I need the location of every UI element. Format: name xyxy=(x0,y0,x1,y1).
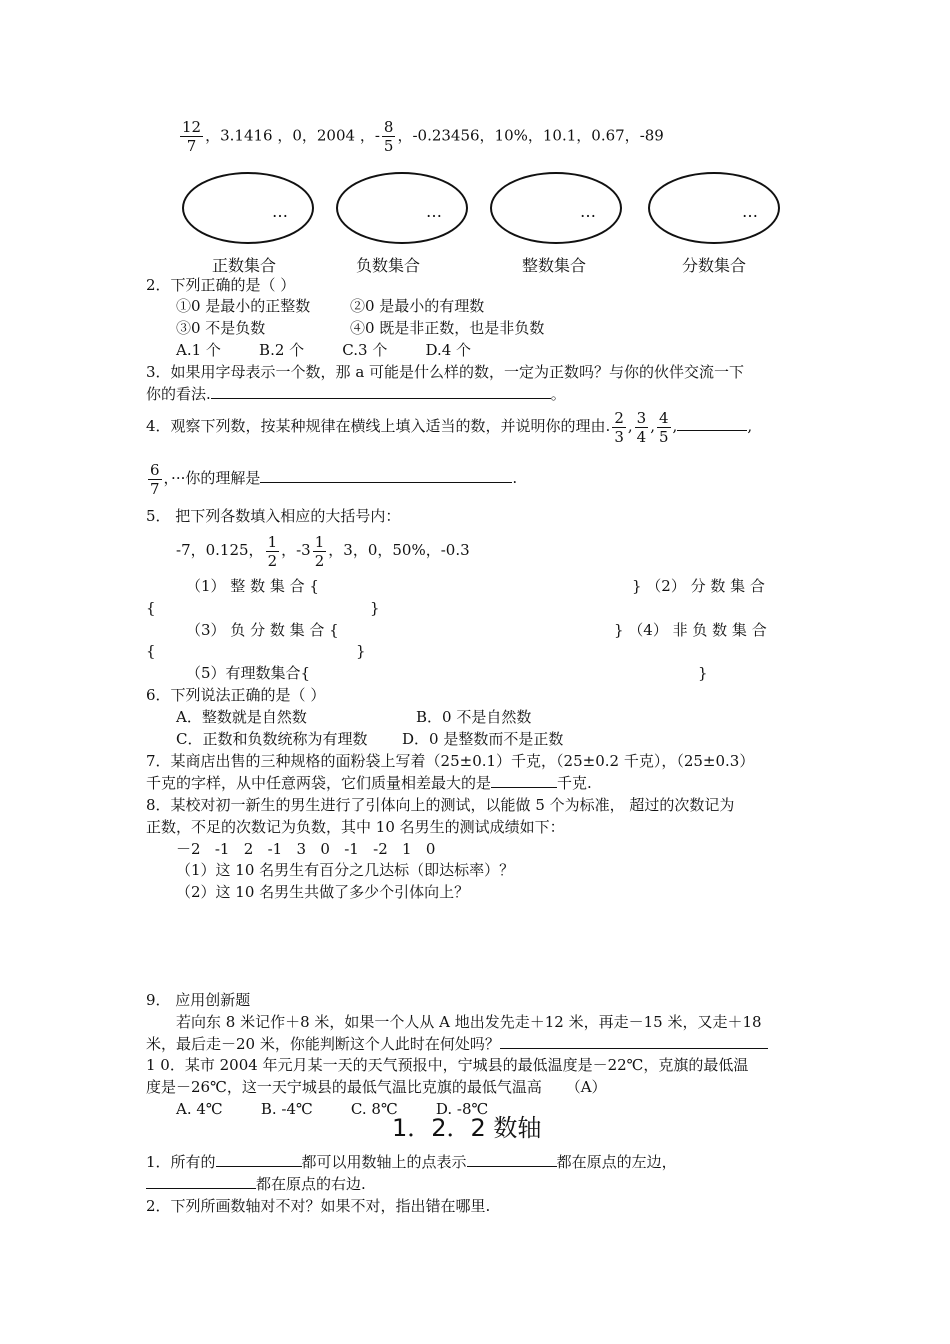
set-label-integer: 整数集合 xyxy=(522,256,587,275)
q4-stem-line: 4．观察下列数，按某种规律在横线上填入适当的数，并说明你的理由. $\frac{2}{3}$ , $\frac{3}{4}$ , $\frac{4}{5}$ , , xyxy=(146,408,753,446)
q5-set-5: （5）有理数集合{ xyxy=(186,664,311,682)
ellipsis-3: … xyxy=(580,202,596,221)
q2-option-3: ③0 不是负数 xyxy=(176,319,266,337)
q5-set-3: （3） 负 分 数 集 合 { xyxy=(186,621,339,639)
answer-blank[interactable] xyxy=(491,773,557,788)
q1-number-list: $\frac{12}{7}$ ，3.1416 ，0，2004 ，- $\frac{8}{5}$ ，-0.23456，10%，10.1，0.67，-89 xyxy=(182,118,664,155)
q5-set-2-close: } xyxy=(370,599,380,617)
q5-numbers: -7，0.125， $\frac{1}{2}$ ，-3 $\frac{1}{2}$ ，3，0，50%，-0.3 xyxy=(176,532,470,570)
answer-blank[interactable] xyxy=(260,468,512,483)
set-label-positive: 正数集合 xyxy=(212,256,277,275)
ellipsis-4: … xyxy=(742,202,758,221)
q9-line-1: 若向东 8 米记作＋8 米，如果一个人从 A 地出发先走＋12 米，再走－15 米，又走＋18 xyxy=(176,1013,762,1031)
q6-option-a: A．整数就是自然数 xyxy=(176,708,307,726)
q5-set-1-close: } （2） 分 数 集 合 xyxy=(632,577,765,595)
fraction-1-2: $\frac{1}{2}$ xyxy=(267,532,278,570)
q5-set-3-close: } （4） 非 负 数 集 合 xyxy=(614,621,767,639)
answer-blank[interactable] xyxy=(677,416,747,431)
q8-sub-1: （1）这 10 名男生有百分之几达标（即达标率）？ xyxy=(176,861,515,879)
fraction-2-3: $\frac{2}{3}$ xyxy=(614,408,624,446)
q5-set-5-close: } xyxy=(698,664,708,682)
q10-choices: A. 4℃ B. -4℃ C. 8℃ D. -8℃ xyxy=(176,1100,489,1118)
answer-blank[interactable] xyxy=(211,384,551,399)
q6-option-c: C．正数和负数统称为有理数 xyxy=(176,730,368,748)
q6-option-b: B．0 不是自然数 xyxy=(416,708,532,726)
answer-blank[interactable] xyxy=(500,1034,768,1049)
q8-sub-2: （2）这 10 名男生共做了多少个引体向上？ xyxy=(176,883,470,901)
q2-option-1: ①0 是最小的正整数 xyxy=(176,297,311,315)
q9-line-2: 米，最后走－20 米，你能判断这个人此时在何处吗？ xyxy=(146,1034,768,1054)
q5-set-4-close: } xyxy=(356,642,366,660)
set-ellipse-fraction xyxy=(648,172,780,244)
q6-option-d: D．0 是整数而不是正数 xyxy=(402,730,564,748)
q5-set-1: （1） 整 数 集 合 { xyxy=(186,577,319,595)
fraction-3-4: $\frac{3}{4}$ xyxy=(636,408,647,446)
q2-option-2: ②0 是最小的有理数 xyxy=(350,297,485,315)
ellipsis-2: … xyxy=(426,202,442,221)
q2-choices: A.1 个 B.2 个 C.3 个 D.4 个 xyxy=(176,341,472,359)
q7-line-2: 千克的字样，从中任意两袋，它们质量相差最大的是 千克. xyxy=(146,774,592,792)
q8-line-1: 8．某校对初一新生的男生进行了引体向上的测试，以能做 5 个为标准， 超过的次数记为 xyxy=(146,796,735,814)
fraction-1-2: $\frac{1}{2}$ xyxy=(314,532,325,570)
fraction-6-7: $\frac{6}{7}$ xyxy=(150,460,160,498)
q10-line-1: 1 0．某市 2004 年元月某一天的天气预报中，宁城县的最低温度是－22℃，克旗的最低温 xyxy=(146,1056,749,1074)
s2-q1-line-2: 都在原点的右边. xyxy=(146,1174,366,1194)
set-ellipse-integer xyxy=(490,172,622,244)
q4-line-2: $\frac{6}{7}$ ，···你的理解是 . xyxy=(150,460,518,498)
set-label-fraction: 分数集合 xyxy=(682,256,747,275)
ellipsis-1: … xyxy=(272,202,288,221)
answer-blank[interactable] xyxy=(467,1152,557,1167)
answer-blank[interactable] xyxy=(216,1152,302,1167)
q2-option-4: ④0 既是非正数，也是非负数 xyxy=(350,319,545,337)
set-label-negative: 负数集合 xyxy=(356,256,421,275)
s2-q2-line: 2．下列所画数轴对不对？如果不对，指出错在哪里. xyxy=(146,1197,491,1215)
q10-line-2: 度是－26℃，这一天宁城县的最低气温比克旗的最低气温高 （A） xyxy=(146,1078,607,1096)
q5-set-2-open: { xyxy=(146,599,156,617)
q5-stem: 5． 把下列各数填入相应的大括号内： xyxy=(146,507,401,525)
q3-line-1: 3．如果用字母表示一个数，那 a 可能是什么样的数，一定为正数吗？与你的伙伴交流一下 xyxy=(146,363,745,381)
fraction-12-7: $\frac{12}{7}$ xyxy=(182,118,202,155)
s2-q1-line-1: 1．所有的 都可以用数轴上的点表示 都在原点的左边， xyxy=(146,1153,677,1171)
q5-set-4-open: { xyxy=(146,642,156,660)
set-ellipse-positive xyxy=(182,172,314,244)
fraction-4-5: $\frac{4}{5}$ xyxy=(658,408,669,446)
q6-stem: 6．下列说法正确的是（ ） xyxy=(146,686,326,704)
answer-blank[interactable] xyxy=(146,1174,256,1189)
fraction-8-5: $\frac{8}{5}$ xyxy=(383,118,394,155)
q2-stem: 2．下列正确的是（ ） xyxy=(146,276,296,294)
q9-stem: 9． 应用创新题 xyxy=(146,991,251,1009)
q3-line-2: 你的看法. 。 xyxy=(146,385,566,403)
section-title: 1．2．2 数轴 xyxy=(392,1114,542,1142)
q8-scores: －2 -1 2 -1 3 0 -1 -2 1 0 xyxy=(176,840,436,858)
q7-line-1: 7．某商店出售的三种规格的面粉袋上写着（25±0.1）千克，（25±0.2 千克），（25±0.3） xyxy=(146,752,755,770)
set-ellipse-negative xyxy=(336,172,468,244)
q8-line-2: 正数，不足的次数记为负数，其中 10 名男生的测试成绩如下： xyxy=(146,818,565,836)
